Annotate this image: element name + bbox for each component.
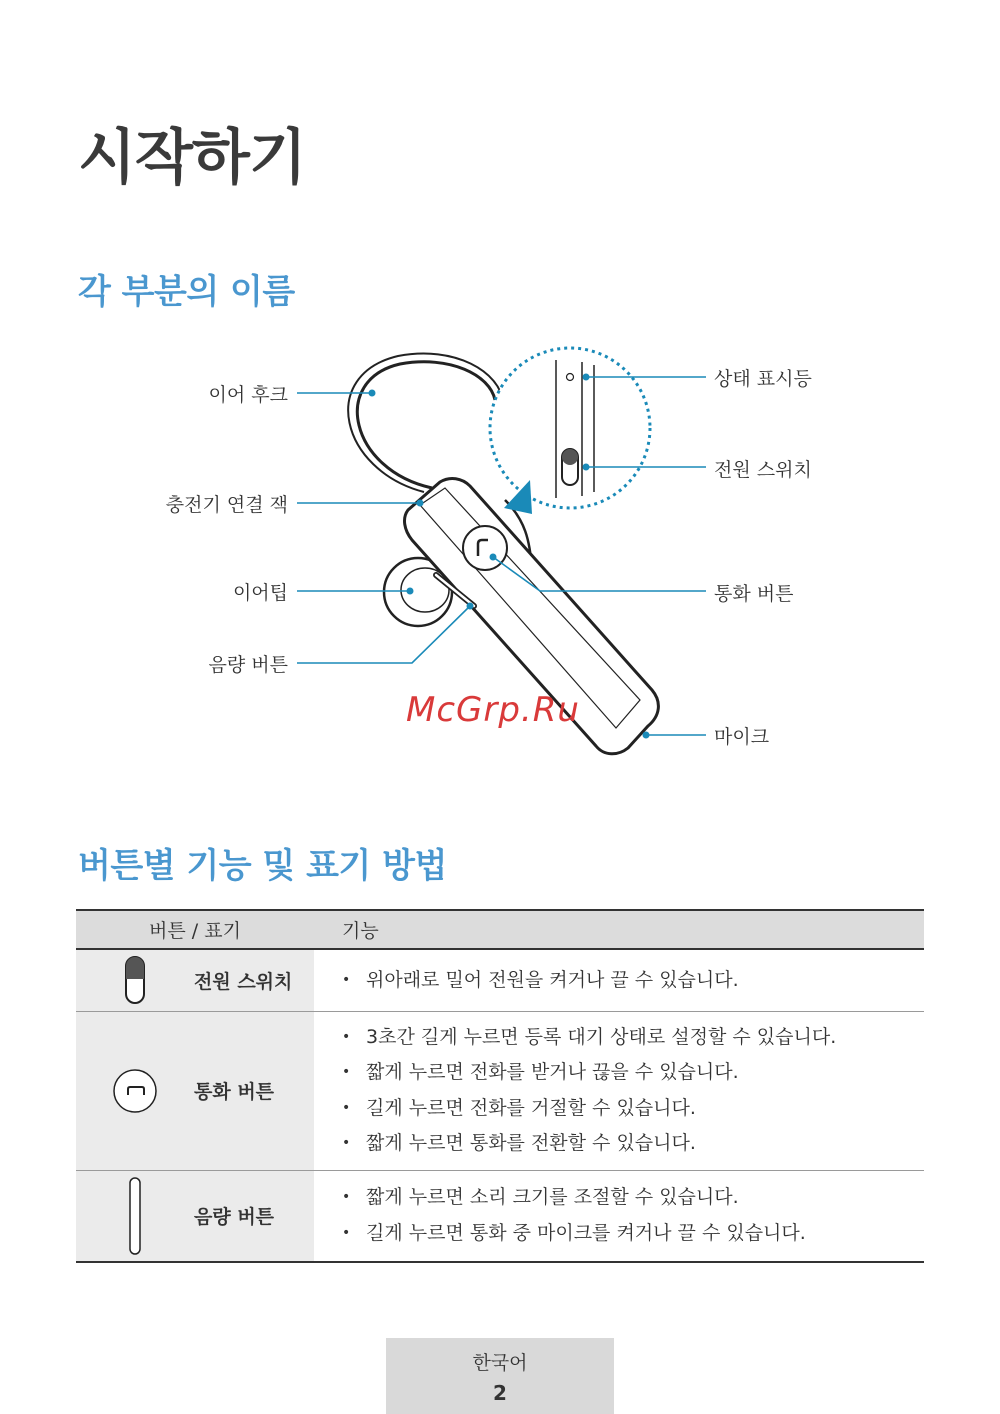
button-function-table <box>76 909 924 1263</box>
table-row <box>76 1170 924 1262</box>
button-cell <box>76 949 314 1011</box>
header-function: 기능 <box>314 910 924 949</box>
button-cell <box>76 1011 314 1170</box>
button-name: 통화 버튼 <box>194 1081 275 1103</box>
list-item: • 짧게 누르면 통화를 전환할 수 있습니다. <box>342 1126 924 1162</box>
function-cell <box>314 1170 924 1262</box>
label-ear-hook: 이어 후크 <box>208 384 288 406</box>
button-name: 음량 버튼 <box>194 1206 275 1229</box>
label-eartip: 이어팁 <box>232 582 288 604</box>
list-item: • 짧게 누르면 전화를 받거나 끊을 수 있습니다. <box>342 1055 924 1091</box>
call-button-icon <box>76 1068 194 1114</box>
list-item: • 짧게 누르면 소리 크기를 조절할 수 있습니다. <box>342 1180 924 1216</box>
page-number: 2 <box>493 1381 507 1405</box>
label-power-switch: 전원 스위치 <box>714 459 812 481</box>
table-row <box>76 949 924 1011</box>
label-microphone: 마이크 <box>714 726 770 748</box>
table-row <box>76 1011 924 1170</box>
section-title-parts: 각 부분의 이름 <box>78 272 295 312</box>
list-item: • 길게 누르면 전화를 거절할 수 있습니다. <box>342 1091 924 1127</box>
page-footer <box>386 1338 614 1414</box>
header-button: 버튼 / 표기 <box>76 910 314 949</box>
function-cell <box>314 1011 924 1170</box>
button-name: 전원 스위치 <box>194 970 293 993</box>
label-volume-button: 음량 버튼 <box>208 654 288 676</box>
section-title-functions: 버튼별 기능 및 표기 방법 <box>78 846 447 886</box>
list-item: • 길게 누르면 통화 중 마이크를 켜거나 끌 수 있습니다. <box>342 1216 924 1252</box>
list-item: • 위아래로 밀어 전원을 켜거나 끌 수 있습니다. <box>342 963 924 999</box>
function-cell <box>314 949 924 1011</box>
button-cell <box>76 1170 314 1262</box>
power-switch-icon <box>76 955 194 1005</box>
label-indicator-light: 상태 표시등 <box>714 368 812 390</box>
list-item: • 3초간 길게 누르면 등록 대기 상태로 설정할 수 있습니다. <box>342 1020 924 1056</box>
page-title: 시작하기 <box>78 123 306 193</box>
label-call-button: 통화 버튼 <box>714 583 794 605</box>
table-header-row <box>76 910 924 949</box>
label-charger-jack: 충전기 연결 잭 <box>165 494 288 516</box>
footer-language: 한국어 <box>472 1352 528 1374</box>
watermark: McGrp.Ru <box>406 690 580 730</box>
volume-button-icon <box>76 1176 194 1256</box>
